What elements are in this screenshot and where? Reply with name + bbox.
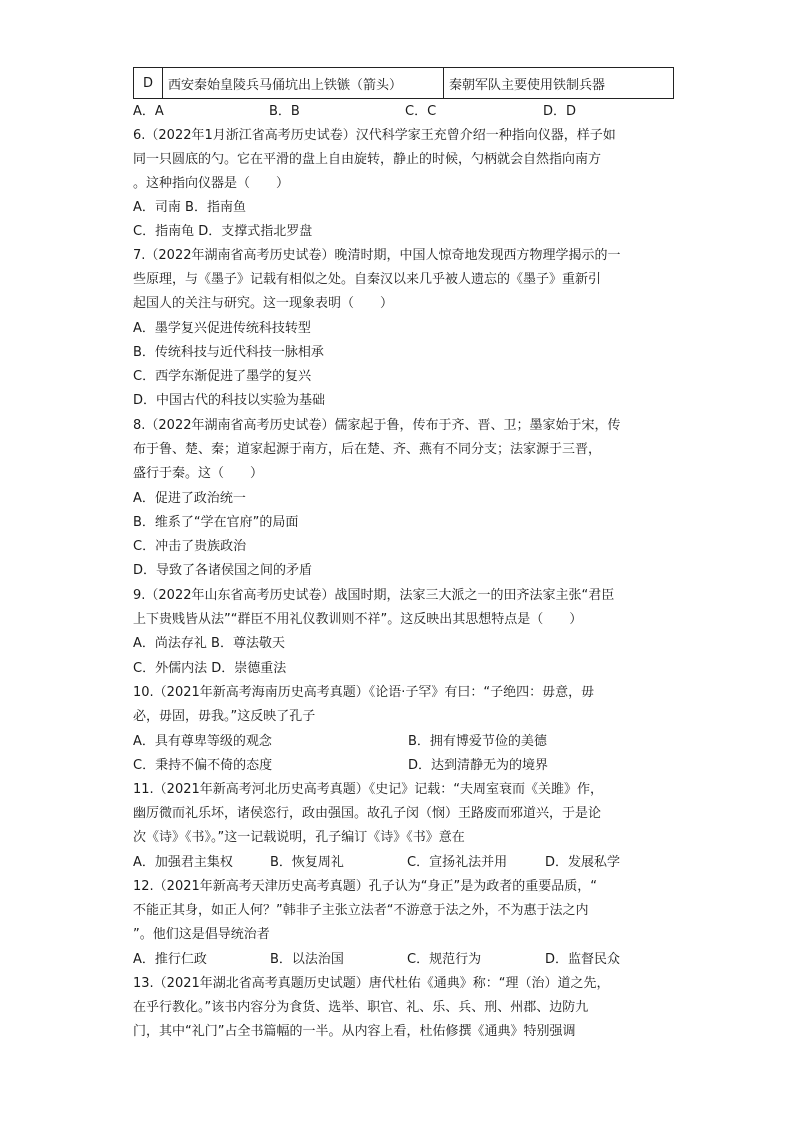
question-11-option-c: C．宣扬礼法并用 xyxy=(407,855,508,870)
question-12-option-b: B．以法治国 xyxy=(270,952,344,967)
question-13-line: 门，其中“礼门”占全书篇幅的一半。从内容上看，杜佑修撰《通典》特别强调 xyxy=(133,1024,576,1039)
question-12-line: ”。他们这是倡导统治者 xyxy=(133,927,270,942)
question-8-option-c: C．冲击了贵族政治 xyxy=(133,539,247,554)
table-cell-evidence: 西安秦始皇陵兵马俑坑出上铁镞（箭头） xyxy=(163,68,444,99)
question-11-line: 次《诗》《书》。”这一记载说明，孔子编订《诗》《书》意在 xyxy=(133,830,465,845)
option-b: B．B xyxy=(269,104,300,119)
question-12-option-c: C．规范行为 xyxy=(407,952,482,967)
option-d: D．D xyxy=(543,104,577,119)
question-10-options-row xyxy=(133,733,547,751)
question-11-options-row xyxy=(133,854,620,872)
question-7-line: 起国人的关注与研究。这一现象表明（ ） xyxy=(133,296,394,311)
question-11-option-b: B．恢复周礼 xyxy=(270,855,344,870)
question-6-line: 同一只圆底的勺。它在平滑的盘上自由旋转，静止的时候，勺柄就会自然指向南方 xyxy=(133,152,602,167)
question-10-option-c: C．秉持不偏不倚的态度 xyxy=(133,758,273,773)
question-12-line: 12.（2021年新高考天津历史高考真题）孔子认为“身正”是为政者的重要品质，“ xyxy=(133,879,597,894)
question-7-line: 7.（2022年湖南省高考历史试卷）晚清时期，中国人惊奇地发现西方物理学揭示的一 xyxy=(133,248,621,263)
table-cell-label: D xyxy=(134,68,163,99)
question-9-line: 上下贵贱皆从法”“群臣不用礼仪教训则不祥”。这反映出其思想特点是（ ） xyxy=(133,612,583,627)
question-10-option-b: B．拥有博爱节俭的美德 xyxy=(408,734,547,749)
question-7-option-c: C．西学东渐促进了墨学的复兴 xyxy=(133,369,312,384)
question-6-options: A．司南 B．指南鱼 xyxy=(133,200,246,215)
question-11-option-d: D．发展私学 xyxy=(545,855,621,870)
question-11-line: 11.（2021年新高考河北历史高考真题）《史记》记载：“夫周室衰而《关雎》作， xyxy=(133,782,603,797)
question-6-options: C．指南龟 D．支撑式指北罗盘 xyxy=(133,224,313,239)
question-11-line: 幽厉微而礼乐坏，诸侯恣行，政由强国。故孔子闵（悯）王路废而邪道兴，于是论 xyxy=(133,806,602,821)
question-8-line: 布于鲁、楚、秦；道家起源于南方，后在楚、齐、燕有不同分支；法家源于三晋， xyxy=(133,442,602,457)
table-row xyxy=(134,68,674,99)
question-10-option-d: D．达到清静无为的境界 xyxy=(408,758,549,773)
question-12-option-a: A．推行仁政 xyxy=(133,952,207,967)
option-a: A．A xyxy=(133,104,164,119)
question-8-line: 盛行于秦。这（ ） xyxy=(133,466,264,481)
question-12-line: 不能正其身，如正人何？”韩非子主张立法者“不游意于法之外，不为惠于法之内 xyxy=(133,903,589,918)
question-7-option-a: A．墨学复兴促进传统科技转型 xyxy=(133,321,311,336)
question-8-line: 8.（2022年湖南省高考历史试卷）儒家起于鲁，传布于齐、晋、卫；墨家始于宋，传 xyxy=(133,418,621,433)
question-9-options: A．尚法存礼 B．尊法敬天 xyxy=(133,636,285,651)
option-table xyxy=(133,67,674,99)
question-8-option-a: A．促进了政治统一 xyxy=(133,491,246,506)
question-10-option-a: A．具有尊卑等级的观念 xyxy=(133,734,272,749)
question-7-option-d: D．中国古代的科技以实验为基础 xyxy=(133,393,326,408)
question-11-option-a: A．加强君主集权 xyxy=(133,855,233,870)
question-13-line: 在乎行教化。”该书内容分为食货、选举、职官、礼、乐、兵、刑、州郡、边防九 xyxy=(133,1000,589,1015)
question-6-line: 。这种指向仪器是（ ） xyxy=(133,176,290,191)
question-13-line: 13.（2021年湖北省高考真题历史试题）唐代杜佑《通典》称：“理（治）道之先， xyxy=(133,976,610,991)
option-c: C．C xyxy=(405,104,437,119)
question-7-line: 些原理，与《墨子》记载有相似之处。自秦汉以来几乎被人遗忘的《墨子》重新引 xyxy=(133,272,602,287)
question-10-options-row xyxy=(133,757,548,775)
question-8-option-b: B．维系了“学在官府”的局面 xyxy=(133,515,299,530)
question-10-line: 必，毋固，毋我。”这反映了孔子 xyxy=(133,709,316,724)
question-12-option-d: D．监督民众 xyxy=(545,952,621,967)
question-6-line: 6.（2022年1月浙江省高考历史试卷）汉代科学家王充曾介绍一种指向仪器，样子如 xyxy=(133,128,616,143)
question-7-option-b: B．传统科技与近代科技一脉相承 xyxy=(133,345,324,360)
question-9-options: C．外儒内法 D．崇德重法 xyxy=(133,661,287,676)
question-8-option-d: D．导致了各诸侯国之间的矛盾 xyxy=(133,563,313,578)
answer-options-prev xyxy=(133,103,576,121)
question-9-line: 9.（2022年山东省高考历史试卷）战国时期，法家三大派之一的田齐法家主张“君臣 xyxy=(133,588,615,603)
question-12-options-row xyxy=(133,951,620,969)
question-10-line: 10.（2021年新高考海南历史高考真题）《论语·子罕》有曰：“子绝四：毋意，毋 xyxy=(133,685,595,700)
table-cell-conclusion: 秦朝军队主要使用铁制兵器 xyxy=(444,68,674,99)
